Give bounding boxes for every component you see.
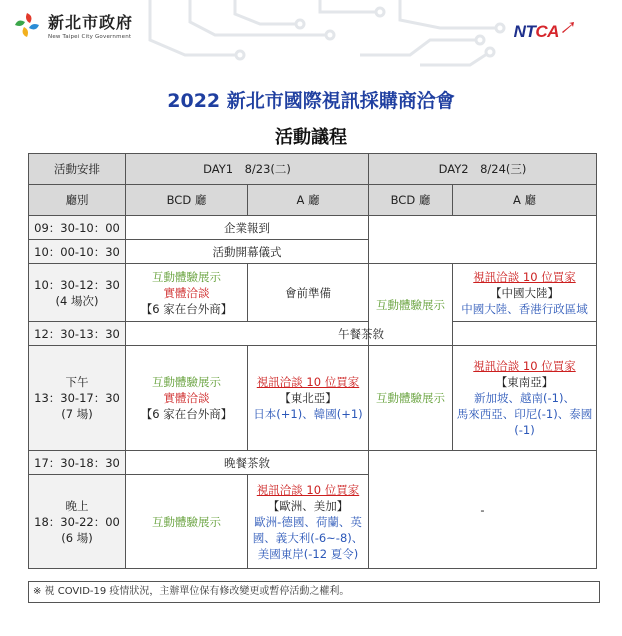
region-countries: 歐洲-德國、荷蘭、英	[254, 514, 362, 529]
session-count: (4 場次)	[55, 293, 99, 308]
table-row	[29, 216, 597, 240]
ntca-logo-text-a: NT	[513, 22, 536, 41]
hall-header: 廳別	[29, 185, 126, 216]
ntpc-logo	[12, 10, 133, 40]
time-cell: 12：30-13：30	[29, 322, 126, 346]
session-count: (7 場)	[61, 407, 93, 421]
opening-cell: 活動開幕儀式	[126, 240, 369, 264]
day2-bcd-cell: 互動體驗展示	[369, 346, 453, 451]
time-cell: 09：30-10：00	[29, 216, 126, 240]
region-countries: (-1)	[514, 423, 535, 437]
time-range: 13：30-17：30	[34, 391, 120, 405]
region-countries: 新加坡、越南(-1)、	[474, 391, 575, 405]
ntca-logo-text-b: CA	[535, 22, 559, 41]
period-label: 晚上	[65, 498, 89, 513]
day1-bcd-cell	[126, 264, 248, 322]
region-label: 【東南亞】	[495, 375, 554, 389]
checkin-cell: 企業報到	[126, 216, 369, 240]
video-meeting: 視訊洽談 10 位買家	[256, 375, 360, 389]
day1-bcd-cell	[126, 346, 248, 451]
day2-a-cell	[453, 346, 597, 451]
time-cell	[29, 346, 126, 451]
video-meeting: 視訊洽談 10 位買家	[256, 482, 360, 497]
logo-chinese-name: 新北市政府	[48, 13, 134, 32]
foreign-firms: 【6 家在台外商】	[140, 301, 233, 316]
time-cell: 17：30-18：30	[29, 451, 126, 475]
lunch-cell: 午餐茶敘	[126, 322, 597, 346]
ntca-arrow-icon	[562, 22, 574, 34]
day2-empty-cell	[369, 216, 597, 264]
table-row	[29, 185, 597, 216]
day1-bcd-cell: 互動體驗展示	[126, 475, 248, 569]
day1-a-cell	[248, 475, 369, 569]
disclaimer-note: ※ 視 COVID-19 疫情狀況，主辦單位保有修改變更或暫停活動之權利。	[28, 581, 600, 603]
foreign-firms: 【6 家在台外商】	[140, 407, 233, 421]
period-label: 下午	[65, 375, 89, 389]
time-cell	[29, 264, 126, 322]
onsite-meeting: 實體洽談	[163, 285, 210, 300]
ntca-logo	[514, 22, 574, 42]
region-label: 【東北亞】	[279, 391, 337, 405]
region-countries: 日本(+1)、韓國(+1)	[253, 407, 363, 421]
onsite-meeting: 實體洽談	[163, 391, 210, 405]
day1-bcd-header: BCD 廳	[126, 185, 248, 216]
session-count: (6 場)	[61, 530, 93, 545]
table-row	[29, 322, 597, 346]
corner-header: 活動安排	[29, 154, 126, 185]
region-label: 【中國大陸】	[490, 285, 559, 300]
table-row	[29, 264, 597, 322]
logo-english-name: New Taipei City Government	[48, 34, 132, 40]
day2-a-cell	[453, 264, 597, 322]
dinner-cell: 晚餐茶敘	[126, 451, 369, 475]
agenda-table	[28, 153, 597, 569]
interactive-demo: 互動體驗展示	[152, 375, 221, 389]
video-meeting: 視訊洽談 10 位買家	[473, 359, 576, 373]
table-row	[29, 346, 597, 451]
time-cell	[29, 475, 126, 569]
region-label: 【歐洲、美加】	[267, 498, 349, 513]
day1-a-header: A 廳	[248, 185, 369, 216]
time-range: 10：30-12：30	[34, 277, 120, 292]
day2-evening-cell: -	[369, 451, 597, 569]
day2-bcd-header: BCD 廳	[369, 185, 453, 216]
day1-a-cell	[248, 346, 369, 451]
day1-header: DAY1 8/23(二)	[126, 154, 369, 185]
time-cell: 10：00-10：30	[29, 240, 126, 264]
video-meeting: 視訊洽談 10 位買家	[473, 269, 576, 284]
region-countries: 美國東岸(-12 夏令)	[257, 546, 359, 561]
day1-a-cell: 會前準備	[248, 264, 369, 322]
region-countries: 馬來西亞、印尼(-1)、泰國	[456, 407, 593, 421]
page-subtitle: 活動議程	[275, 127, 347, 148]
page-header	[0, 0, 622, 70]
page-title: 2022 新北市國際視訊採購商洽會	[167, 90, 455, 112]
region-countries: 中國大陸、香港行政區域	[461, 301, 588, 316]
day2-bcd-cell: 互動體驗展示	[369, 264, 453, 346]
time-range: 18：30-22：00	[34, 514, 120, 529]
region-countries: 國、義大利(-6~-8)、	[252, 530, 364, 545]
ntpc-emblem-icon	[12, 10, 42, 40]
day2-header: DAY2 8/24(三)	[369, 154, 597, 185]
interactive-demo: 互動體驗展示	[152, 269, 221, 284]
table-row	[29, 154, 597, 185]
table-row	[29, 451, 597, 475]
day2-a-header: A 廳	[453, 185, 597, 216]
